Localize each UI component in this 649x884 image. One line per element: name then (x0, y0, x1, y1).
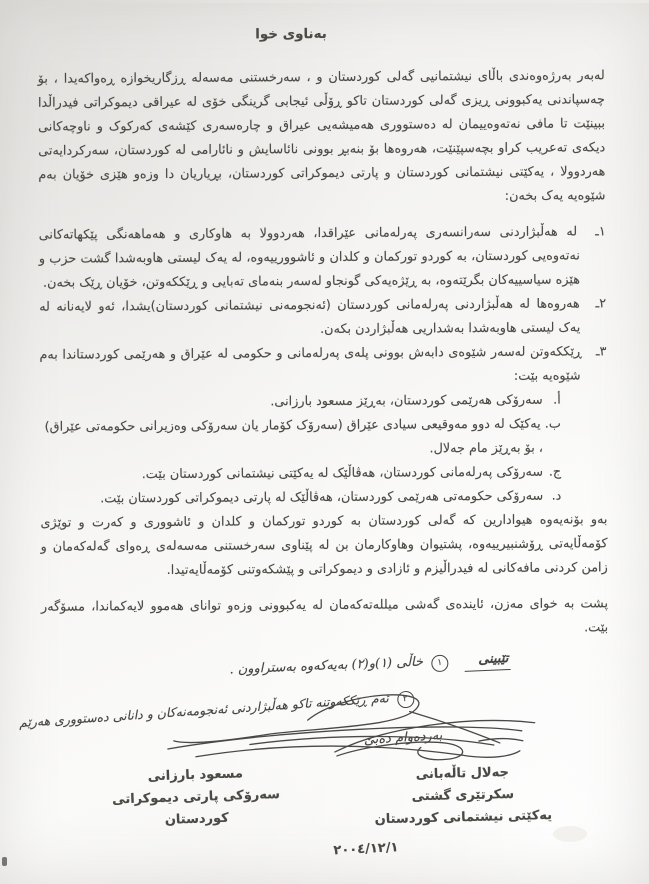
sublist-item (40, 389, 561, 416)
subitem-letter: أ. (553, 392, 561, 408)
lettered-sublist (40, 389, 562, 512)
subitem-text: سەرۆکی هەرێمی کوردستان، بەڕێز مسعود بارزانی. (270, 392, 543, 410)
bismillah-title: بەناوی خوا (255, 25, 327, 43)
signature-blocks (42, 762, 609, 831)
item-text: لە هەڵبژاردنی سەرانسەری پەرلەمانی عێراقدا، هەردوولا بە هاوکاری و هەماهەنگی پێکهاتەکانی نەتەوەیی کوردستان، بە کوردو تورکمان و کلدان و ئاشوورییەوە، لە یەک لیستی هاوبەشدا گشت حزب و هێزە سیاسییەکان بگرێتەوە، بە ڕێژەیەکی گونجاو لەسەر بنەمای تەبایی و ڕێککەوتن، خۆیان ڕێک بخەن. (38, 224, 581, 291)
note-label: تێبینی (464, 651, 511, 672)
signatory-name: مسعود بارزانی (147, 766, 244, 785)
list-item (39, 220, 606, 295)
barzani-signature-block (111, 762, 281, 833)
handwritten-note-2-continuation: بەردەوام دەبێ (363, 728, 443, 748)
signatory-role: سکرتێری گشتی (411, 786, 514, 805)
scan-speck-artifact (2, 857, 7, 866)
subitem-text: سەرۆکی پەرلەمانی کوردستان، هەڤاڵێک لە یەکێتی نیشتمانی کوردستان بێت. (141, 464, 544, 483)
subitem-letter: ب. (544, 416, 561, 432)
item-number: ٢ـ (595, 296, 607, 312)
circled-number-2: ٢ (397, 691, 415, 709)
handwritten-annotations (18, 651, 609, 771)
subitem-letter: ج. (548, 464, 562, 480)
item-text: هەروەها لە هەڵبژاردنی پەرلەمانی کوردستان (ئەنجومەنی نیشتمانی کوردستان)یشدا، ئەو لایەنانە لە یەک لیستی هاوبەشدا بەشداریی هەڵبژاردن بکەن. (39, 296, 581, 338)
sublist-item (40, 485, 561, 512)
list-item (39, 292, 606, 343)
subitem-text: سەرۆکی حکومەتی هەرێمی کوردستان، هەڤاڵێک لە پارتی دیموکراتی کوردستان بێت. (100, 488, 544, 507)
handwritten-note-1 (229, 650, 511, 681)
sublist-item (40, 461, 561, 488)
signatory-org: یەکێتی نیشتمانی کوردستان (374, 808, 552, 828)
signatory-role: سەرۆکی پارتی دیموکراتی (111, 787, 281, 808)
invocation-paragraph: پشت بە خوای مەزن، ئایندەی گەشی میللەتەکەمان لە یەکبوونی وزەو توانای هەموو لایەکماندا، مسۆگەر بێت. (40, 596, 609, 636)
talabani-signature-scribble (329, 711, 543, 768)
item-text: ڕێککەوتن لەسەر شێوەی دابەش بوونی پلەی پەرلەمانی و حکومی لە عێراق و هەرێمی کوردستاندا بەم شێوەیە بێت: (39, 344, 582, 384)
subitem-text: یەکێک لە دوو مەوقیعی سیادی عێراق (سەرۆک کۆمار یان سەرۆکی وەزیرانی حکومەتی عێراق) ، بۆ بەڕێز مام جەلال. (44, 416, 544, 457)
numbered-list (39, 220, 607, 391)
note-2-text: ئەم ڕێککەوتنە تاکو هەڵبژاردنی ئەنجومەنەکان و دانانی دەستووری هەرێم (18, 690, 390, 731)
item-number: ١ـ (595, 224, 606, 240)
intro-paragraph: لەبەر بەرژەوەندی باڵای نیشتمانیی گەلی کوردستان و ، سەرخستنی مەسەلە ڕزگاریخوازە ڕەواکەیدا ، بۆ چەسپاندنی یەکبوونی ڕیزی گەلی کوردستان تاکو ڕۆڵی ئیجابی گرینگی خۆی لە عیراقی دیموکراتی فیدراڵدا ببینێت تا مافی نەتەوەییمان لە دەستووری هەمیشەیی عیراق و چارەسەری کێشەی کەرکوک و ناوچەکانی دیکەی تەعریب کراو بچەسپێنێت، هەروەها بۆ بنەبڕ بوونی نائاسایش و نائارامی لە کوردستان، سەرکردایەتی هەردوولا ، یەکێتی نیشتمانی کوردستان و پارتی دیموکراتی کوردستان، بڕیاریان دا وزەو هێزی خۆیان بەم شێوەیە یەک بخەن: (37, 68, 606, 204)
closing-paragraph: بەو بۆنەیەوە هیوادارین کە گەلی کوردستان بە کوردو تورکمان و کلدان و ئاشووری و کەرت و توێژی کۆمەڵایەتی ڕۆشنبیرییەوە، پشتیوان وهاوکارمان بن لە پێناوی سەرخستنی مەسەلەی ڕەوای گەلەکەمان و زامن کردنی مافەکانی لە فیدراڵیزم و ئازادی و دیموکراتی و پێشکەوتنی کۆمەڵایەتیدا. (40, 512, 608, 578)
document-date: ٢٠٠٤/١٢/١ (333, 840, 399, 859)
signatory-org: کوردستان (164, 810, 229, 828)
list-item (39, 340, 606, 391)
scan-blob-artifact (553, 826, 587, 842)
circled-number-1: ١ (431, 655, 449, 673)
item-number: ٣ـ (595, 344, 607, 360)
note-1-text: خاڵی (١)و(٢) بەیەکەوە بەستراوون . (228, 654, 424, 678)
talabani-signature-block (373, 761, 552, 831)
signatory-name: جەلال تاڵەبانی (415, 765, 509, 783)
subitem-letter: د. (551, 488, 562, 504)
sublist-item (40, 413, 561, 464)
